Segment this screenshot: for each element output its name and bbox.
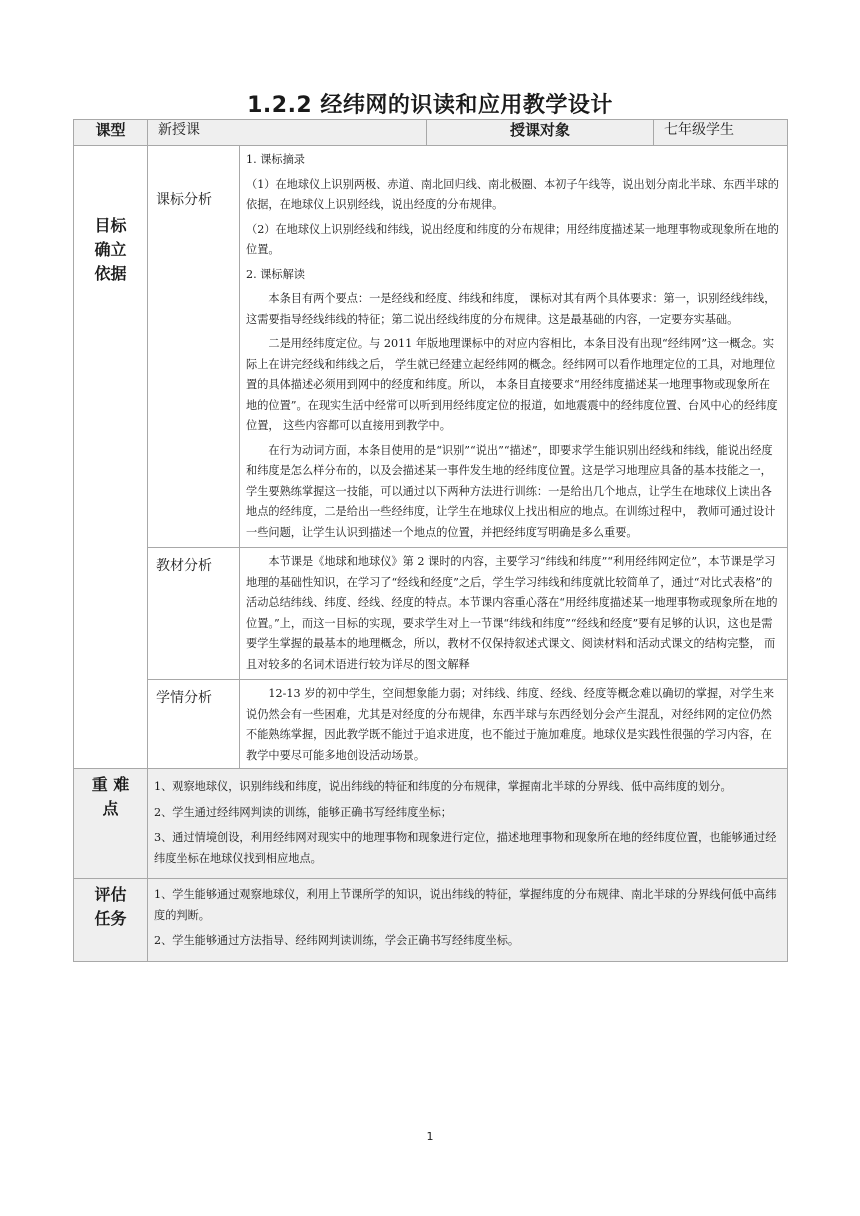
standards-p1: 1. 课标摘录 [246,153,305,166]
textbook-label: 教材分析 [148,548,240,680]
students-row [74,680,788,769]
students-label: 学情分析 [148,680,240,769]
textbook-row [74,548,788,680]
standards-p4: 2. 课标解读 [246,267,305,281]
tasks-content [148,879,788,962]
tasks-row [74,879,788,962]
key-points-category [74,769,148,879]
audience-value: 七年级学生 [654,120,788,146]
tasks-category-text: 评估 任务 [94,885,127,928]
students-content [240,680,788,769]
key-points-category-text: 重 难 点 [91,775,130,818]
page-number: 1 [426,1130,434,1143]
tasks-category [74,879,148,962]
students-p1: 12-13 岁的初中学生，空间想象能力弱；对纬线、纬度、经线、经度等概念难以确切的掌握，对学生来说仍然会有一些困难，尤其是对经度的分布规律，东西半球与东西经划分会产生混乱，对经纬网的定位仍然不能熟练掌握，因此教学既不能过于追求进度，也不能过于施加难度。地球仪是实践性很强的学习内容，在教学中要尽可能多地创设活动场景。 [246,687,775,762]
key-points-content [148,769,788,879]
standards-p2: （1）在地球仪上识别两极、赤道、南北回归线、南北极圈、本初子午线等，说出划分南北半球、东西半球的依据，在地球仪上识别经线，说出经度的分布规律。 [246,177,779,211]
page-title: 1.2.2 经纬网的识读和应用教学设计 [247,93,613,118]
key-point-2: 2、学生通过经纬网判读的训练，能够正确书写经纬度坐标； [154,805,452,819]
standards-p3: （2）在地球仪上识别经线和纬线，说出经度和纬度的分布规律；用经纬度描述某一地理事物或现象所在地的位置。 [246,222,779,256]
standards-p5: 本条目有两个要点：一是经线和经度、纬线和纬度， 课标对其有两个具体要求：第一，识别经线纬线，这需要指导经线纬线的特征；第二说出经线纬度的分布规律。这是最基础的内容，一定要夯实基础。 [246,292,776,326]
key-point-1: 1、观察地球仪，识别纬线和纬度，说出纬线的特征和纬度的分布规律，掌握南北半球的分界线、低中高纬度的划分。 [154,780,732,793]
basis-category [74,146,148,769]
basis-category-text: 目标 确立 依据 [94,216,127,283]
audience-label: 授课对象 [427,120,654,146]
standards-p6: 二是用经纬度定位。与 2011 年版地理课标中的对应内容相比，本条目没有出现“经纬网”这一概念。实际上在讲完经线和纬线之后， 学生就已经建立起经纬网的概念。经纬网可以看作地理定位的工具，对地理位置的具体描述必须用到网中的经度和纬度。所以， 本条目直接要求“用经纬度描述某一地理事物或现象所在地的位置”。在现实生活中经常可以听到用经纬度定位的报道，如地震震中的经纬度位置、台风中心的经纬度位置， 这些内容都可以直接用到教学中。 [246,337,778,432]
standards-content [240,146,788,548]
key-points-row [74,769,788,879]
textbook-content [240,548,788,680]
task-1: 1、学生能够通过观察地球仪，利用上节课所学的知识，说出纬线的特征，掌握纬度的分布规律、南北半球的分界线何低中高纬度的判断。 [154,888,777,922]
standards-p7: 在行为动词方面，本条目使用的是“识别”“说出”“描述”，即要求学生能识别出经线和纬线，能说出经度和纬度是怎么样分布的，以及会描述某一事件发生地的经纬度位置。这是学习地理应具备的基本技能之一，学生要熟练掌握这一技能，可以通过以下两种方法进行训练：一是给出几个地点，让学生在地球仪上读出各地点的经纬度，二是给出一些经纬度，让学生在地球仪上找出相应的地点。在训练过程中， 教师可通过设计一些问题，让学生认识到描述一个地点的位置，并把经纬度写明确是多么重要。 [246,443,776,539]
standards-label: 课标分析 [148,146,240,548]
lesson-type-label: 课型 [74,120,148,146]
lesson-type-value: 新授课 [148,120,427,146]
task-2: 2、学生能够通过方法指导、经纬网判读训练，学会正确书写经纬度坐标。 [154,934,520,947]
header-row [74,120,788,146]
standards-row [74,146,788,548]
lesson-plan-table [73,119,788,962]
textbook-p1: 本节课是《地球和地球仪》第 2 课时的内容，主要学习“纬线和纬度”“利用经纬网定位”，本节课是学习地理的基础性知识，在学习了“经线和经度”之后，学生学习纬线和纬度就比较简单了，通过“对比式表格”的活动总结纬线、纬度、经线、经度的特点。本节课内容重心落在“用经纬度描述某一地理事物或现象所在地的位置。”上，而这一目标的实现，要求学生对上一节课“纬线和纬度”“经线和经度”要有足够的认识，这也是需要学生掌握的最基本的地理概念，所以，教材不仅保持叙述式课文、阅读材料和活动式课文的结构完整， 而且对较多的名词术语进行较为详尽的图文解释 [246,555,778,671]
key-point-3: 3、通过情境创设，利用经纬网对现实中的地理事物和现象进行定位，描述地理事物和现象所在地的经纬度位置，也能够通过经纬度坐标在地球仪找到相应地点。 [154,831,777,865]
